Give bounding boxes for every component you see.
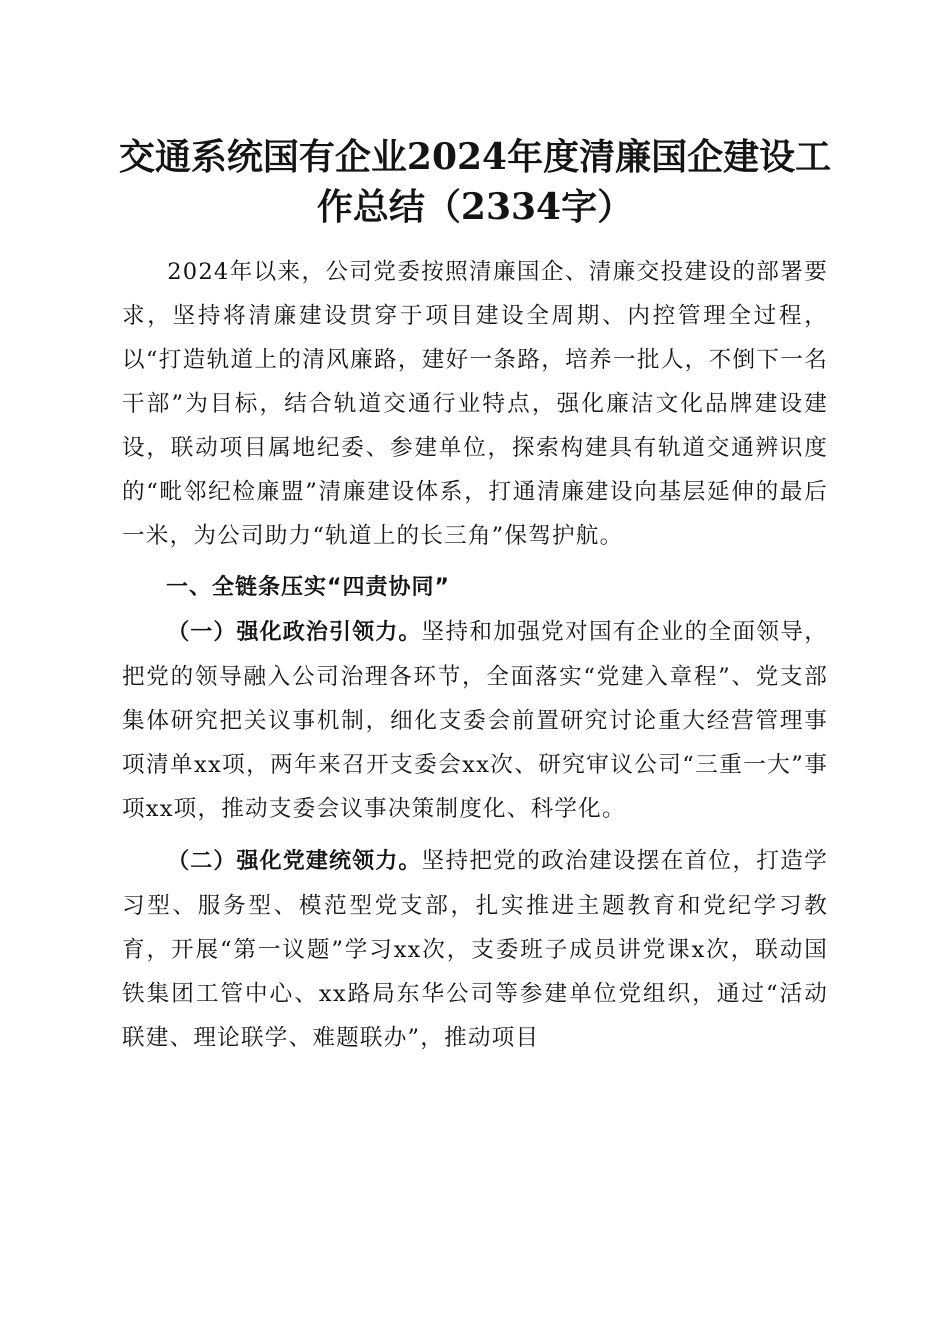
item-2-lead: （二）强化党建统领力。	[167, 849, 422, 874]
title-line-1: 交通系统国有企业2024年度清廉国企建设工	[118, 136, 832, 178]
item-paragraph-1	[122, 610, 828, 831]
section-heading: 一、全链条压实“四责协同”	[166, 575, 450, 600]
document-body	[122, 250, 828, 1060]
item-2-text: 坚持把党的政治建设摆在首位，打造学习型、服务型、模范型党支部，扎实推进主题教育和党纪学习教育，开展“第一议题”学习xx次，支委班子成员讲党课x次，联动国铁集团工管中心、xx路局东华公司等参建单位党组织，通过“活动联建、理论联学、难题联办”，推动项目	[122, 848, 828, 1051]
title-line-2: 作总结（2334字）	[316, 186, 634, 228]
document-title	[100, 132, 850, 232]
item-1-text: 坚持和加强党对国有企业的全面领导，把党的领导融入公司治理各环节，全面落实“党建入章程”、党支部集体研究把关议事机制，细化支委会前置研究讨论重大经营管理事项清单xx项，两年来召开支委会xx次、研究审议公司“三重一大”事项xx项，推动支委会议事决策制度化、科学化。	[122, 619, 828, 822]
item-1-lead: （一）强化政治引领力。	[167, 620, 422, 645]
item-paragraph-2	[122, 839, 828, 1060]
intro-paragraph: 2024年以来，公司党委按照清廉国企、清廉交投建设的部署要求，坚持将清廉建设贯穿于项目建设全周期、内控管理全过程，以“打造轨道上的清风廉路，建好一条路，培养一批人，不倒下一名干部”为目标，结合轨道交通行业特点，强化廉洁文化品牌建设建设，联动项目属地纪委、参建单位，探索构建具有轨道交通辨识度的“毗邻纪检廉盟”清廉建设体系，打通清廉建设向基层延伸的最后一米，为公司助力“轨道上的长三角”保驾护航。	[122, 259, 828, 549]
